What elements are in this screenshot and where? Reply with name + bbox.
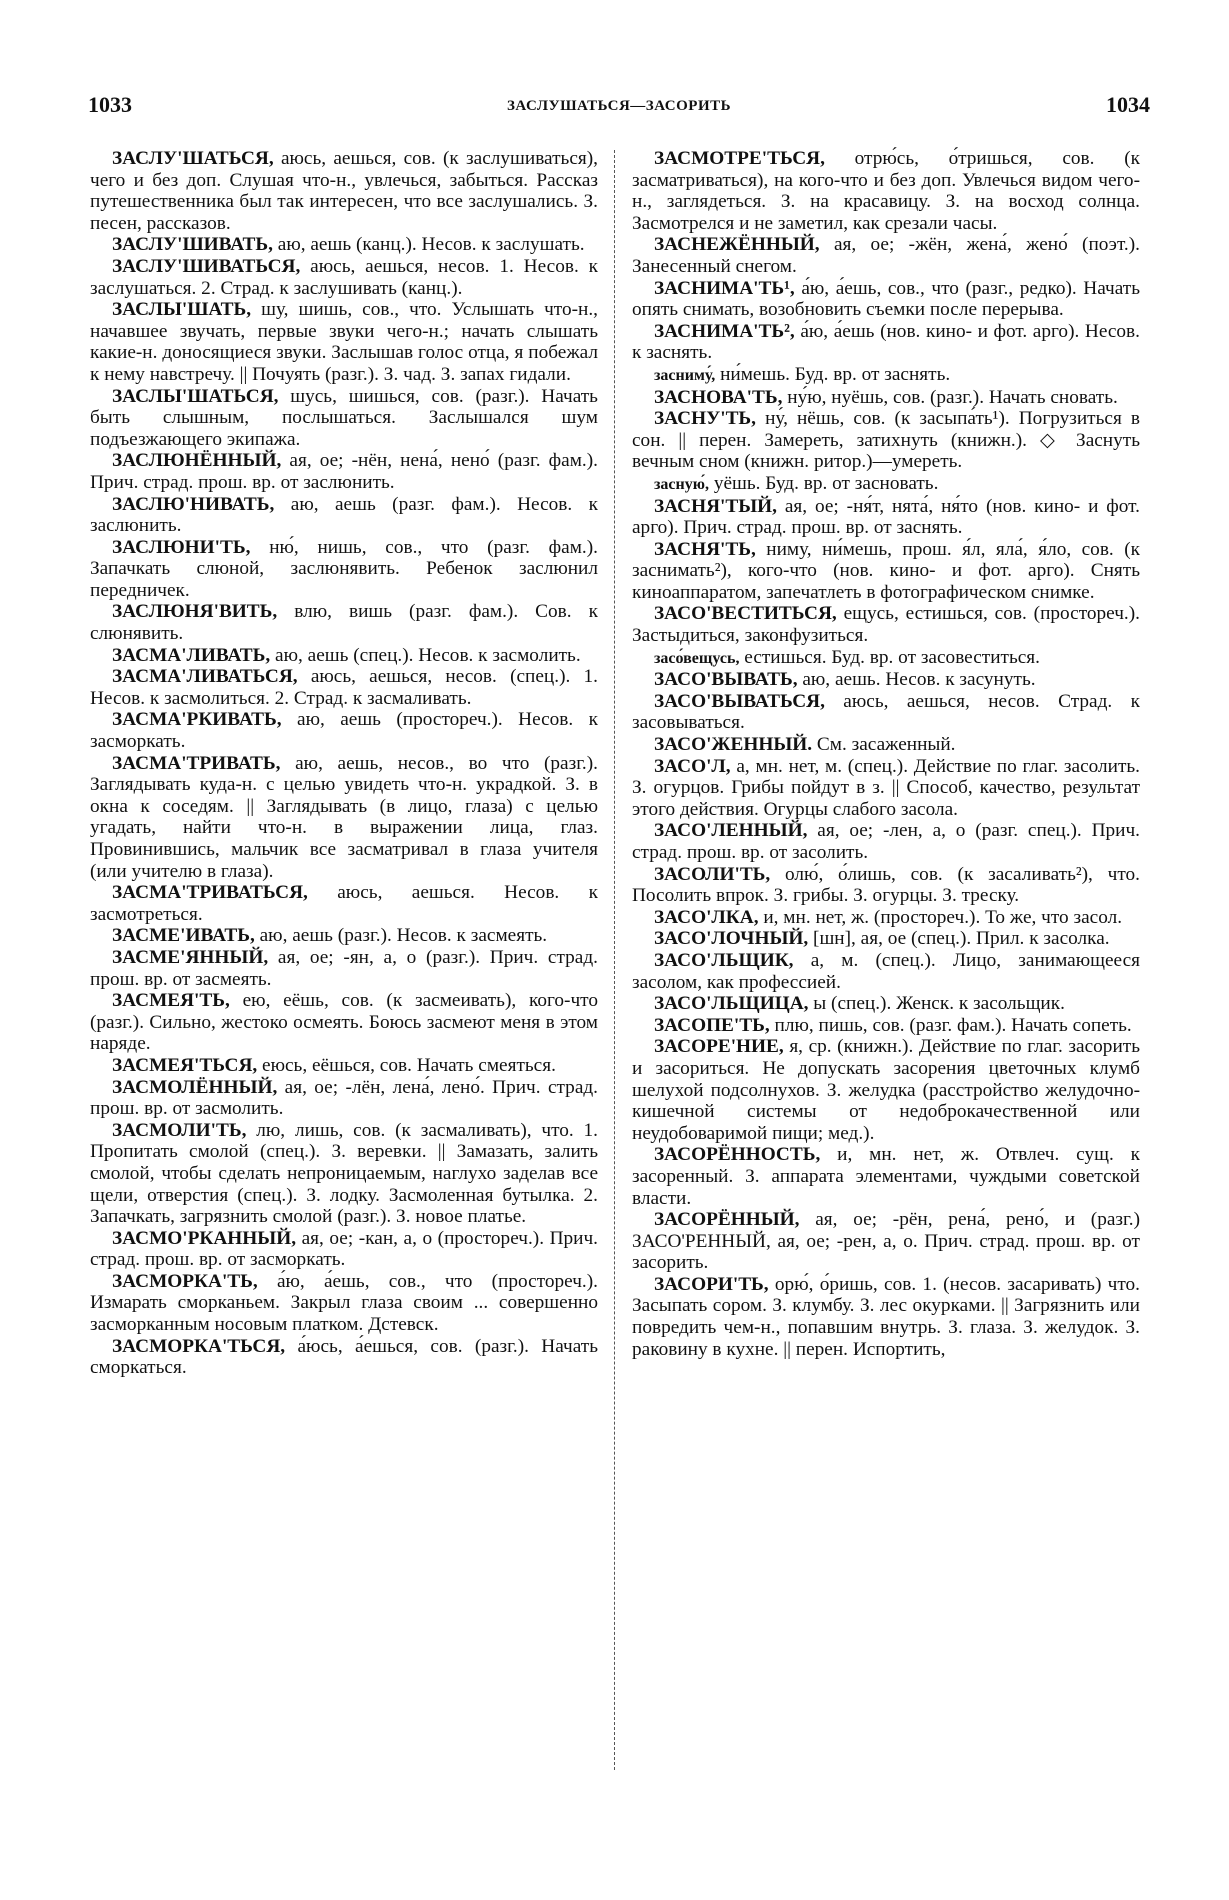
dictionary-entry bbox=[90, 1077, 598, 1120]
dictionary-entry bbox=[632, 1036, 1140, 1144]
dictionary-entry bbox=[632, 756, 1140, 821]
entry-headword: ЗАСМОЛЁННЫЙ, bbox=[112, 1076, 278, 1098]
entry-definition: плю, пишь, сов. (разг. фам.). Начать сопеть. bbox=[774, 1014, 1132, 1036]
dictionary-entry bbox=[632, 993, 1140, 1015]
dictionary-entry bbox=[90, 1336, 598, 1379]
entry-definition: ая, ое; -жён, жена́, жено́ (поэт.). Занесенный снегом. bbox=[632, 234, 1140, 277]
dictionary-entry bbox=[90, 601, 598, 644]
entry-headword: ЗАСЛУ'ШИВАТЬ, bbox=[112, 234, 273, 256]
dictionary-entry bbox=[632, 387, 1140, 409]
page-header bbox=[88, 92, 1150, 120]
dictionary-entry bbox=[632, 820, 1140, 863]
dictionary-entry bbox=[90, 947, 598, 990]
entry-definition: а, мн. нет, м. (спец.). Действие по глаг. засолить. З. огурцов. Грибы пойдут в з. || Способ, качество, результат этого действия. Огурцы слабого засола. bbox=[632, 755, 1140, 820]
dictionary-entry bbox=[632, 950, 1140, 993]
entry-headword: ЗАСО'ВЫВАТЬСЯ, bbox=[654, 690, 825, 712]
dictionary-entry bbox=[90, 645, 598, 667]
entry-definition: ни́мешь. Буд. вр. от заснять. bbox=[720, 363, 951, 385]
dictionary-entry bbox=[632, 278, 1140, 321]
entry-headword: ЗАСНИМА'ТЬ², bbox=[654, 320, 795, 342]
entry-headword: ЗАСЛЮ'НИВАТЬ, bbox=[112, 493, 275, 515]
entry-definition: естишься. Буд. вр. от засовеститься. bbox=[744, 646, 1040, 668]
entry-headword: ЗАСМОРКА'ТЬСЯ, bbox=[112, 1335, 286, 1357]
entry-headword: ЗАСНОВА'ТЬ, bbox=[654, 386, 783, 408]
entry-definition: аюсь, аешься, несов. (спец.). 1. Несов. к засмолиться. 2. Страд. к засмаливать. bbox=[90, 666, 598, 709]
entry-headword: ЗАСМЕЯ'ТЬСЯ, bbox=[112, 1054, 258, 1076]
dictionary-entry bbox=[632, 148, 1140, 234]
dictionary-entry bbox=[90, 882, 598, 925]
dictionary-entry bbox=[90, 666, 598, 709]
entry-headword: ЗАСОЛИ'ТЬ, bbox=[654, 863, 771, 885]
entry-definition: а́юсь, а́ешься, сов. (разг.). Начать сморкаться. bbox=[90, 1335, 598, 1379]
dictionary-entry bbox=[632, 691, 1140, 734]
entry-definition: шусь, шишься, сов. (разг.). Начать быть слышным, послышаться. Заслышался шум подъезжающего экипажа. bbox=[90, 385, 598, 450]
entry-headword: ЗАСО'ЛЬЩИЦА, bbox=[654, 993, 809, 1015]
entry-definition: олю́, о́лишь, сов. (к засаливать²), что. Посолить впрок. З. грибы. З. огурцы. З. треску. bbox=[632, 863, 1140, 907]
dictionary-entry bbox=[90, 1271, 598, 1336]
page-number-left: 1033 bbox=[88, 92, 132, 117]
entry-definition: я, ср. (книжн.). Действие по глаг. засорить и засориться. Не допускать засорения цветочных клумб шелухой подсолнухов. З. желудка (расстройство желудочно-кишечной системы от недоброкачественной или неудобоваримой пищи; мед.). bbox=[632, 1036, 1140, 1144]
entry-definition: аю, аешь. Несов. к засунуть. bbox=[802, 669, 1036, 691]
entry-definition: ая, ое; -лен, а, о (разг. спец.). Прич. страд. прош. вр. от засолить. bbox=[632, 820, 1140, 863]
dictionary-entry bbox=[90, 299, 598, 385]
entry-headword: ЗАСЛУ'ШИВАТЬСЯ, bbox=[112, 255, 301, 277]
entry-definition: влю, вишь (разг. фам.). Сов. к слюнявить. bbox=[90, 601, 598, 645]
entry-definition: аюсь, аешься. Несов. к засмотреться. bbox=[90, 882, 598, 925]
dictionary-entry bbox=[632, 321, 1140, 364]
dictionary-entry bbox=[632, 864, 1140, 907]
entry-headword: ЗАСЛЮНЁННЫЙ, bbox=[112, 450, 282, 472]
dictionary-entry bbox=[90, 990, 598, 1055]
dictionary-entry bbox=[632, 1144, 1140, 1209]
dictionary-entry bbox=[90, 386, 598, 451]
entry-definition: а́ю, а́ешь (нов. кино- и фот. арго). Несов. к заснять. bbox=[632, 320, 1140, 364]
dictionary-entry bbox=[632, 928, 1140, 950]
entry-definition: а́ю, а́ешь, сов., что (разг., редко). Начать опять снимать, возобновить съемки после перерыва. bbox=[632, 277, 1140, 321]
entry-definition: ы (спец.). Женск. к засольщик. bbox=[813, 993, 1065, 1015]
dictionary-entry bbox=[90, 537, 598, 602]
dictionary-entry bbox=[90, 1055, 598, 1077]
entry-headword: засо́вещусь, bbox=[654, 649, 740, 667]
entry-headword: ЗАСОРЁННОСТЬ, bbox=[654, 1144, 821, 1166]
dictionary-entry bbox=[90, 234, 598, 256]
entry-headword: засниму́, bbox=[654, 366, 716, 384]
entry-headword: ЗАСНЯ'ТЫЙ, bbox=[654, 495, 777, 517]
entry-definition: еюсь, еёшься, сов. Начать смеяться. bbox=[262, 1054, 556, 1076]
dictionary-entry bbox=[90, 709, 598, 752]
entry-headword: ЗАСЛЮНИ'ТЬ, bbox=[112, 536, 251, 558]
entry-definition: аюсь, аешься, сов. (к заслушиваться), чего и без доп. Слушая что-н., увлечься, забыться. Рассказ путешественника был так интересен, что все заслушались. З. песен, рассказов. bbox=[90, 148, 598, 234]
entry-definition: шу, шишь, сов., что. Услышать что-н., начавшее звучать, первые звуки чего-н.; начать слышать какие-н. доносящиеся звуки. Заслышав голос отца, я побежал к нему навстречу. || Почуять (разг.). З. чад. З. запах гидали. bbox=[90, 299, 598, 385]
entry-headword: ЗАСМОТРЕ'ТЬСЯ, bbox=[654, 148, 825, 169]
dictionary-entry bbox=[90, 494, 598, 537]
dictionary-entry bbox=[90, 1120, 598, 1228]
entry-headword: ЗАСНУ'ТЬ, bbox=[654, 408, 756, 430]
entry-definition: ая, ое; -лён, лена́, лено́. Прич. страд. прош. вр. от засмолить. bbox=[90, 1076, 599, 1120]
entry-definition: аю, аешь (канц.). Несов. к заслушать. bbox=[277, 234, 585, 256]
entry-definition: ая, ое; -рён, рена́, рено́, и (разг.) ЗАСО'РЕННЫЙ, ая, ое; -рен, а, о. Прич. страд. прош. вр. от засорить. bbox=[632, 1209, 1140, 1274]
dictionary-entry bbox=[90, 450, 598, 493]
dictionary-entry bbox=[90, 256, 598, 299]
entry-headword: ЗАСЛЫ'ШАТЬ, bbox=[112, 299, 252, 321]
dictionary-entry bbox=[632, 539, 1140, 604]
entry-headword: ЗАСО'ЛКА, bbox=[654, 906, 759, 928]
entry-headword: ЗАСНИМА'ТЬ¹, bbox=[654, 277, 795, 299]
entry-definition: аю, аешь (разг.). Несов. к засмеять. bbox=[259, 925, 548, 947]
entry-definition: [шн], ая, ое (спец.). Прил. к засолка. bbox=[813, 928, 1110, 950]
entry-definition: ниму, ни́мешь, прош. я́л, яла́, я́ло, сов. (к заснимать²), кого-что (нов. кино- и фот. арго). Снять киноаппаратом, запечатлеть в фотографическом снимке. bbox=[632, 538, 1140, 603]
entry-definition: орю́, о́ришь, сов. 1. (несов. засаривать) что. Засыпать сором. З. клумбу. З. лес окурками. || Загрязнить или повредить чем-н., попавшим внутрь. З. глаза. З. желудок. З. раковину в кухне. || перен. Испортить, bbox=[632, 1273, 1140, 1360]
entry-definition: См. засаженный. bbox=[816, 734, 956, 756]
entry-headword: ЗАСОПЕ'ТЬ, bbox=[654, 1014, 770, 1036]
entry-definition: а́ю, а́ешь, сов., что (простореч.). Измарать сморканьем. Закрыл глаза своим ... совершенно засморканным носовым платком. Дстевск. bbox=[90, 1270, 598, 1336]
dictionary-entry bbox=[90, 753, 598, 883]
entry-headword: ЗАСМА'ЛИВАТЬ, bbox=[112, 644, 271, 666]
dictionary-entry bbox=[632, 234, 1140, 277]
entry-definition: ну́, нёшь, сов. (к засыпа́ть¹). Погрузиться в сон. || перен. Замереть, затихнуть (книжн.). ◇ Заснуть вечным сном (книжн. ритор.)—умереть. bbox=[632, 408, 1140, 473]
dictionary-entry bbox=[632, 603, 1140, 646]
entry-headword: ЗАСЛЫ'ШАТЬСЯ, bbox=[112, 385, 279, 407]
entry-headword: ЗАСМА'ЛИВАТЬСЯ, bbox=[112, 666, 298, 688]
entry-headword: ЗАСЛУ'ШАТЬСЯ, bbox=[112, 148, 274, 169]
entry-headword: ЗАСО'Л, bbox=[654, 755, 731, 777]
entry-headword: ЗАСНЕЖЁННЫЙ, bbox=[654, 234, 820, 256]
page-number-right: 1034 bbox=[1106, 92, 1150, 117]
entry-definition: аю, аешь (спец.). Несов. к засмолить. bbox=[275, 644, 581, 666]
dictionary-entry bbox=[632, 1274, 1140, 1360]
entry-headword: ЗАСОРЁННЫЙ, bbox=[654, 1209, 800, 1231]
dictionary-entry bbox=[632, 496, 1140, 539]
dictionary-entry bbox=[632, 669, 1140, 691]
entry-headword: ЗАСМЕ'ИВАТЬ, bbox=[112, 925, 255, 947]
dictionary-entry bbox=[632, 408, 1140, 473]
entry-headword: ЗАСО'ЛОЧНЫЙ, bbox=[654, 928, 809, 950]
entry-definition: аюсь, аешься, несов. 1. Несов. к заслушаться. 2. Страд. к заслушивать (канц.). bbox=[90, 255, 598, 299]
entry-definition: уёшь. Буд. вр. от засновать. bbox=[713, 472, 939, 494]
entry-headword: ЗАСО'ВЕСТИТЬСЯ, bbox=[654, 603, 837, 625]
dictionary-entry bbox=[90, 1228, 598, 1271]
entry-definition: и, мн. нет, ж. Отвлеч. сущ. к засоренный. З. аппарата элементами, чуждыми советской власти. bbox=[632, 1144, 1140, 1209]
entry-headword: ЗАСНЯ'ТЬ, bbox=[654, 538, 756, 560]
dictionary-entry bbox=[90, 925, 598, 947]
entry-headword: ЗАСО'ЛЕННЫЙ, bbox=[654, 820, 808, 842]
entry-definition: ая, ое; -нён, нена́, нено́ (разг. фам.). Прич. страд. прош. вр. от заслюнить. bbox=[90, 450, 598, 493]
entry-definition: аю, аешь (простореч.). Несов. к засморкать. bbox=[90, 709, 599, 753]
entry-headword: ЗАСЛЮНЯ'ВИТЬ, bbox=[112, 601, 278, 623]
entry-headword: ЗАСО'ЛЬЩИК, bbox=[654, 949, 794, 971]
entry-headword: ЗАСМОЛИ'ТЬ, bbox=[112, 1119, 247, 1141]
dictionary-entry bbox=[632, 473, 1140, 496]
entry-headword: ЗАСМОРКА'ТЬ, bbox=[112, 1270, 258, 1292]
entry-definition: ещусь, естишься, сов. (простореч.). Застыдиться, законфузиться. bbox=[632, 603, 1140, 647]
entry-definition: аюсь, аешься, несов. Страд. к засовываться. bbox=[632, 690, 1140, 734]
entry-headword: засную́, bbox=[654, 475, 709, 493]
entry-definition: ню́, нишь, сов., что (разг. фам.). Запачкать слюной, заслюнявить. Ребенок заслюнил передничек. bbox=[90, 536, 598, 601]
right-column bbox=[632, 148, 1140, 1360]
entry-definition: ая, ое; -ня́т, нята́, ня́то (нов. кино- и фот. арго). Прич. страд. прош. вр. от заснять. bbox=[632, 495, 1140, 539]
entry-definition: ая, ое; -ян, а, о (разг.). Прич. страд. прош. вр. от засмеять. bbox=[90, 946, 598, 990]
entry-headword: ЗАСО'ВЫВАТЬ, bbox=[654, 669, 798, 691]
entry-headword: ЗАСМО'РКАННЫЙ, bbox=[112, 1227, 297, 1249]
dictionary-entry bbox=[90, 148, 598, 234]
dictionary-entry bbox=[632, 364, 1140, 387]
entry-headword: ЗАСОРЕ'НИЕ, bbox=[654, 1036, 784, 1058]
entry-headword: ЗАСМЕ'ЯННЫЙ, bbox=[112, 946, 269, 968]
dictionary-entry bbox=[632, 1209, 1140, 1274]
dictionary-entry bbox=[632, 1015, 1140, 1037]
dictionary-entry bbox=[632, 734, 1140, 756]
dictionary-entry bbox=[632, 907, 1140, 929]
entry-definition: аю, аешь (разг. фам.). Несов. к заслюнить. bbox=[90, 493, 598, 537]
entry-headword: ЗАСО'ЖЕННЫЙ. bbox=[654, 734, 813, 756]
entry-definition: ею, еёшь, сов. (к засмеивать), кого-что (разг.). Сильно, жестоко осмеять. Боюсь засмеют меня в этом наряде. bbox=[90, 990, 598, 1055]
entry-definition: ну́ю, нуёшь, сов. (разг.). Начать сновать. bbox=[787, 386, 1118, 408]
column-divider bbox=[614, 150, 615, 1770]
entry-definition: а, м. (спец.). Лицо, занимающееся засолом, как профессией. bbox=[632, 949, 1140, 993]
entry-definition: отрю́сь, о́тришься, сов. (к засматриваться), на кого-что и без доп. Увлечься видом чего-н., заглядеться. З. на красавицу. З. на восход солнца. Засмотрелся и не заметил, как срезали часы. bbox=[632, 148, 1140, 234]
entry-headword: ЗАСМЕЯ'ТЬ, bbox=[112, 990, 230, 1012]
entry-headword: ЗАСОРИ'ТЬ, bbox=[654, 1273, 769, 1295]
entry-headword: ЗАСМА'ТРИВАТЬСЯ, bbox=[112, 882, 308, 904]
entry-definition: аю, аешь, несов., во что (разг.). Заглядывать куда-н. с целью увидеть что-н. украдкой. З. в окна к соседям. || Заглядывать (в лицо, глаза) с целью угадать, найти что-н. в выражении лица, глаз. Провинившись, мальчик все засматривал в глаза учителя (или учителю в глаза). bbox=[90, 752, 598, 882]
entry-definition: ая, ое; -кан, а, о (простореч.). Прич. страд. прош. вр. от засморкать. bbox=[90, 1227, 598, 1271]
entry-headword: ЗАСМА'РКИВАТЬ, bbox=[112, 709, 282, 731]
dictionary-entry bbox=[632, 647, 1140, 670]
running-title: ЗАСЛУШАТЬСЯ—ЗАСОРИТЬ bbox=[506, 98, 732, 114]
entry-definition: и, мн. нет, ж. (простореч.). То же, что засол. bbox=[763, 906, 1123, 928]
entry-headword: ЗАСМА'ТРИВАТЬ, bbox=[112, 752, 281, 774]
left-column bbox=[90, 148, 598, 1379]
entry-definition: лю, лишь, сов. (к засмаливать), что. 1. Пропитать смолой (спец.). З. веревки. || Замазать, залить смолой, чтобы сделать непроницаемым, наглухо заделав все щели, отверстия (спец.). З. лодку. Засмоленная бутылка. 2. Запачкать, загрязнить смолой (разг.). З. новое платье. bbox=[90, 1119, 598, 1228]
